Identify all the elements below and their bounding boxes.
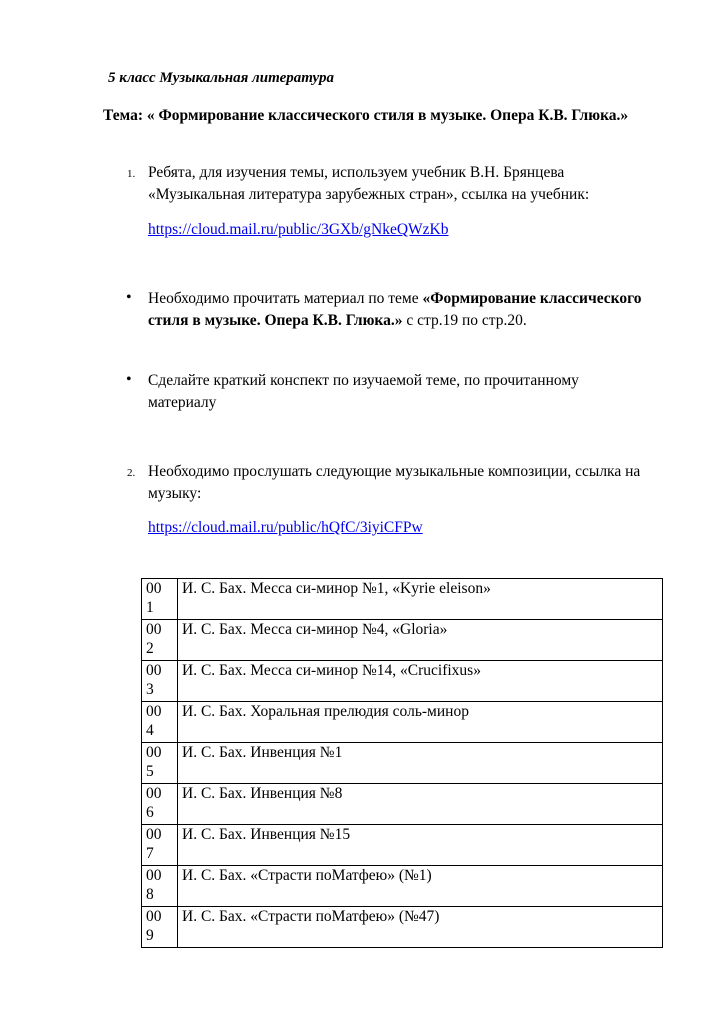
track-title: И. С. Бах. Инвенция №15 xyxy=(178,825,663,866)
track-number: 00 9 xyxy=(142,907,178,948)
table-row xyxy=(142,784,663,825)
track-title: И. С. Бах. Инвенция №8 xyxy=(178,784,663,825)
track-title: И. С. Бах. Месса си-минор №1, «Kyrie eleison» xyxy=(178,579,663,620)
table-row xyxy=(142,907,663,948)
tracks-table xyxy=(141,578,663,948)
table-row xyxy=(142,743,663,784)
step-1-marker: 1. xyxy=(127,168,136,180)
bullet-2-text: Сделайте краткий конспект по изучаемой теме, по прочитанному материалу xyxy=(148,372,579,411)
track-number: 00 2 xyxy=(142,620,178,661)
textbook-link[interactable]: https://cloud.mail.ru/public/3GXb/gNkeQWzKb xyxy=(148,221,449,238)
track-number: 00 5 xyxy=(142,743,178,784)
track-title: И. С. Бах. Инвенция №1 xyxy=(178,743,663,784)
table-row xyxy=(142,825,663,866)
track-number: 00 8 xyxy=(142,866,178,907)
music-link[interactable]: https://cloud.mail.ru/public/hQfC/3iyiCFPw xyxy=(148,519,423,536)
track-title: И. С. Бах. «Страсти поМатфею» (№1) xyxy=(178,866,663,907)
track-title: И. С. Бах. Хоральная прелюдия соль-минор xyxy=(178,702,663,743)
page-heading: 5 класс Музыкальная литература xyxy=(108,70,334,86)
table-row xyxy=(142,702,663,743)
table-row xyxy=(142,579,663,620)
table-row xyxy=(142,866,663,907)
track-number: 00 4 xyxy=(142,702,178,743)
track-title: И. С. Бах. Месса си-минор №4, «Gloria» xyxy=(178,620,663,661)
track-number: 00 3 xyxy=(142,661,178,702)
track-number: 00 7 xyxy=(142,825,178,866)
bullet-item-1 xyxy=(148,288,648,332)
bullet-1-text: Необходимо прочитать материал по теме xyxy=(148,290,423,307)
step-2-text: Необходимо прослушать следующие музыкальные композиции, ссылка на музыку: xyxy=(148,463,641,502)
track-title: И. С. Бах. «Страсти поМатфею» (№47) xyxy=(178,907,663,948)
bullet-1-bold-topic: «Формирование классического стиля в музыке. Опера К.В. Глюка.» xyxy=(148,290,642,329)
track-number: 00 1 xyxy=(142,579,178,620)
step-1-text: Ребята, для изучения темы, используем учебник В.Н. Брянцева «Музыкальная литература зарубежных стран», ссылка на учебник: xyxy=(148,164,590,203)
table-row xyxy=(142,661,663,702)
track-title: И. С. Бах. Месса си-минор №14, «Crucifixus» xyxy=(178,661,663,702)
bullet-marker: • xyxy=(126,289,132,306)
table-row xyxy=(142,620,663,661)
topic-title: Тема: « Формирование классического стиля в музыке. Опера К.В. Глюка.» xyxy=(103,107,629,124)
bullet-item-2 xyxy=(148,370,648,414)
step-2-marker: 2. xyxy=(127,467,136,479)
bullet-1-pages: с стр.19 по стр.20. xyxy=(402,312,527,329)
track-number: 00 6 xyxy=(142,784,178,825)
bullet-marker: • xyxy=(126,371,132,388)
